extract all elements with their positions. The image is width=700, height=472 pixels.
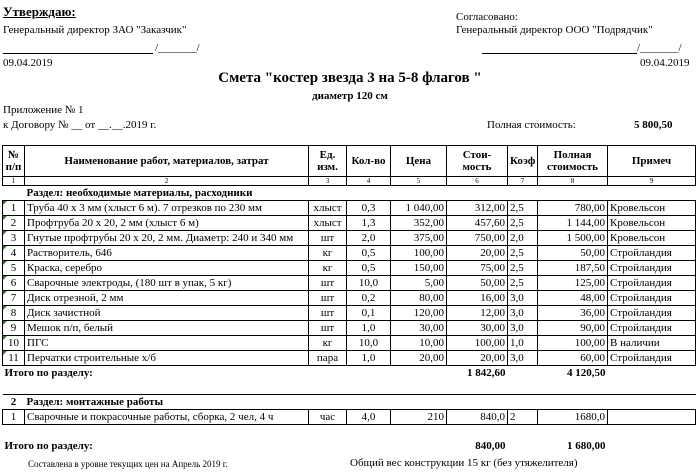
cell-qty: 4,0 xyxy=(347,410,391,425)
cell-comment-marker xyxy=(3,246,7,250)
section-2-title: Раздел: монтажные работы xyxy=(25,395,696,410)
cell-comment-marker xyxy=(3,231,7,235)
table-row xyxy=(3,201,696,216)
section-2-body xyxy=(3,410,696,425)
section-2-header xyxy=(3,395,696,410)
cell-price: 120,00 xyxy=(391,306,447,321)
header-name: Наименование работ, материалов, затрат xyxy=(25,146,309,177)
cell-comment-marker xyxy=(3,216,7,220)
header-cost: Стои-мость xyxy=(447,146,508,177)
cell-name: Растворитель, 646 xyxy=(25,246,309,261)
header-coef: Коэф xyxy=(508,146,538,177)
col-number: 4 xyxy=(347,177,391,186)
cell-n: 11 xyxy=(3,351,25,366)
cell-comment-marker xyxy=(3,276,7,280)
section-1-body xyxy=(3,201,696,366)
col-number: 5 xyxy=(391,177,447,186)
cell-full: 780,00 xyxy=(538,201,608,216)
total-cost-value: 5 800,50 xyxy=(634,119,673,131)
cell-unit: шт xyxy=(309,276,347,291)
cell-qty: 0,3 xyxy=(347,201,391,216)
cell-full: 90,00 xyxy=(538,321,608,336)
table-row xyxy=(3,351,696,366)
cell-note: Кровельсон xyxy=(608,216,696,231)
cell-cost: 457,60 xyxy=(447,216,508,231)
cell-n: 7 xyxy=(3,291,25,306)
section-1-header xyxy=(3,186,696,201)
col-number: 8 xyxy=(538,177,608,186)
cell-coef: 3,0 xyxy=(508,321,538,336)
table-row xyxy=(3,410,696,425)
cell-n: 4 xyxy=(3,246,25,261)
cell-comment-marker xyxy=(3,351,7,355)
cell-coef: 2,5 xyxy=(508,201,538,216)
cell-unit: кг xyxy=(309,261,347,276)
section-2-total-row xyxy=(3,439,696,453)
cell-cost: 50,00 xyxy=(447,276,508,291)
cell-full: 36,00 xyxy=(538,306,608,321)
cell-price: 80,00 xyxy=(391,291,447,306)
cell-n: 3 xyxy=(3,231,25,246)
header-unit: Ед. изм. xyxy=(309,146,347,177)
cell-comment-marker xyxy=(3,306,7,310)
cell-qty: 0,2 xyxy=(347,291,391,306)
cell-name: Сварочные и покрасочные работы, сборка, 2 чел, 4 ч xyxy=(25,410,309,425)
section-1-total-cost: 1 842,60 xyxy=(467,366,506,379)
col-number: 3 xyxy=(309,177,347,186)
cell-cost: 100,00 xyxy=(447,336,508,351)
cell-comment-marker xyxy=(3,261,7,265)
table-row xyxy=(3,231,696,246)
approve-sign-line xyxy=(3,53,153,54)
cell-cost: 75,00 xyxy=(447,261,508,276)
footer-weight: Общий вес конструкции 15 кг (без утяжелителя) xyxy=(350,457,578,469)
cell-full: 125,00 xyxy=(538,276,608,291)
cell-price: 375,00 xyxy=(391,231,447,246)
section-1-total-full: 4 120,50 xyxy=(567,366,606,379)
total-cost-label: Полная стоимость: xyxy=(487,119,576,131)
cell-cost: 16,00 xyxy=(447,291,508,306)
section-1-total-row xyxy=(3,366,696,381)
cell-name: Краска, серебро xyxy=(25,261,309,276)
cell-qty: 10,0 xyxy=(347,276,391,291)
cell-full: 1680,0 xyxy=(538,410,608,425)
header-num: № п/п xyxy=(3,146,25,177)
table-row xyxy=(3,321,696,336)
col-number: 2 xyxy=(25,177,309,186)
cell-comment-marker xyxy=(3,201,7,205)
appendix-label: Приложение № 1 xyxy=(3,104,84,116)
cell-note: Стройландия xyxy=(608,246,696,261)
cell-note: Стройландия xyxy=(608,261,696,276)
cell-coef: 2,0 xyxy=(508,231,538,246)
cell-name: Профтруба 20 х 20, 2 мм (хлыст 6 м) xyxy=(25,216,309,231)
cell-coef: 2,5 xyxy=(508,276,538,291)
cell-coef: 2 xyxy=(508,410,538,425)
cell-note: Стройландия xyxy=(608,291,696,306)
cell-qty: 2,0 xyxy=(347,231,391,246)
cell-comment-marker xyxy=(3,291,7,295)
cell-n: 9 xyxy=(3,321,25,336)
cell-cost: 20,00 xyxy=(447,351,508,366)
cell-price: 210 xyxy=(391,410,447,425)
cell-price: 20,00 xyxy=(391,351,447,366)
header-qty: Кол-во xyxy=(347,146,391,177)
cell-coef: 3,0 xyxy=(508,306,538,321)
cell-name: Гнутые профтрубы 20 х 20, 2 мм. Диаметр: 240 и 340 мм xyxy=(25,231,309,246)
header-price: Цена xyxy=(391,146,447,177)
cell-qty: 0,1 xyxy=(347,306,391,321)
cell-note: Кровельсон xyxy=(608,201,696,216)
cell-name: Перчатки строительные х/б xyxy=(25,351,309,366)
header-row xyxy=(3,146,696,177)
cell-unit: шт xyxy=(309,291,347,306)
cell-full: 48,00 xyxy=(538,291,608,306)
page-subtitle: диаметр 120 см xyxy=(312,90,388,102)
col-number: 6 xyxy=(447,177,508,186)
cell-coef: 2,5 xyxy=(508,216,538,231)
cell-name: Мешок п/п, белый xyxy=(25,321,309,336)
column-number-row xyxy=(3,177,696,186)
agree-sign-name: /_______/ xyxy=(637,42,682,54)
cell-price: 100,00 xyxy=(391,246,447,261)
col-number: 9 xyxy=(608,177,696,186)
cell-n: 5 xyxy=(3,261,25,276)
cell-n: 6 xyxy=(3,276,25,291)
cell-comment-marker xyxy=(3,321,7,325)
cell-note: Стройландия xyxy=(608,306,696,321)
cell-price: 5,00 xyxy=(391,276,447,291)
table-row xyxy=(3,276,696,291)
cell-qty: 0,5 xyxy=(347,261,391,276)
cell-comment-marker xyxy=(3,336,7,340)
cell-unit: шт xyxy=(309,321,347,336)
section-2-num: 2 xyxy=(3,395,25,410)
contract-label: к Договору № __ от __.__.2019 г. xyxy=(3,119,157,131)
cell-n: 1 xyxy=(3,410,25,425)
table-row xyxy=(3,216,696,231)
cell-qty: 10,0 xyxy=(347,336,391,351)
cell-note: Стройландия xyxy=(608,276,696,291)
section-2-total-full: 1 680,00 xyxy=(567,439,606,452)
cell-cost: 30,00 xyxy=(447,321,508,336)
table-row xyxy=(3,261,696,276)
agree-date: 09.04.2019 xyxy=(640,57,690,69)
cell-cost: 750,00 xyxy=(447,231,508,246)
cell-coef: 3,0 xyxy=(508,291,538,306)
footer-price-note: Составлена в уровне текущих цен на Апрель 2019 г. xyxy=(28,459,228,469)
cell-coef: 2,5 xyxy=(508,261,538,276)
table-row xyxy=(3,306,696,321)
approve-title: Утверждаю: xyxy=(3,4,76,19)
cell-qty: 1,0 xyxy=(347,321,391,336)
col-number: 1 xyxy=(3,177,25,186)
cell-price: 10,00 xyxy=(391,336,447,351)
approve-date: 09.04.2019 xyxy=(3,57,53,69)
cell-cost: 312,00 xyxy=(447,201,508,216)
col-number: 7 xyxy=(508,177,538,186)
cell-full: 1 500,00 xyxy=(538,231,608,246)
agree-title: Согласовано: xyxy=(456,11,518,23)
header-full: Полная стоимость xyxy=(538,146,608,177)
cell-unit: час xyxy=(309,410,347,425)
section-2-total-label: Итого по разделу: xyxy=(4,439,93,452)
cell-unit: хлыст xyxy=(309,216,347,231)
approve-sign-name: /_______/ xyxy=(155,42,200,54)
cell-note: Кровельсон xyxy=(608,231,696,246)
cell-name: ПГС xyxy=(25,336,309,351)
cell-unit: кг xyxy=(309,336,347,351)
cell-unit: шт xyxy=(309,231,347,246)
cell-n: 10 xyxy=(3,336,25,351)
cell-qty: 0,5 xyxy=(347,246,391,261)
estimate-table xyxy=(2,145,696,453)
cell-full: 100,00 xyxy=(538,336,608,351)
cell-price: 30,00 xyxy=(391,321,447,336)
cell-price: 150,00 xyxy=(391,261,447,276)
cell-cost: 840,0 xyxy=(447,410,508,425)
cell-cost: 20,00 xyxy=(447,246,508,261)
cell-coef: 1,0 xyxy=(508,336,538,351)
cell-name: Диск зачистной xyxy=(25,306,309,321)
section-1-title: Раздел: необходимые материалы, расходники xyxy=(25,186,696,201)
cell-n: 1 xyxy=(3,201,25,216)
cell-name: Труба 40 х 3 мм (хлыст 6 м). 7 отрезков по 230 мм xyxy=(25,201,309,216)
cell-unit: шт xyxy=(309,306,347,321)
cell-note: В наличии xyxy=(608,336,696,351)
cell-price: 352,00 xyxy=(391,216,447,231)
cell-qty: 1,0 xyxy=(347,351,391,366)
cell-note: Стройландия xyxy=(608,321,696,336)
cell-cost: 12,00 xyxy=(447,306,508,321)
table-row xyxy=(3,246,696,261)
cell-unit: хлыст xyxy=(309,201,347,216)
cell-coef: 3,0 xyxy=(508,351,538,366)
cell-unit: кг xyxy=(309,246,347,261)
section-2-total-cost: 840,00 xyxy=(475,439,506,452)
section-1-total-label: Итого по разделу: xyxy=(4,366,93,379)
cell-note xyxy=(608,410,696,425)
cell-full: 187,50 xyxy=(538,261,608,276)
cell-full: 60,00 xyxy=(538,351,608,366)
cell-n: 2 xyxy=(3,216,25,231)
table-row xyxy=(3,291,696,306)
agree-sign-line xyxy=(482,53,637,54)
agree-position: Генеральный директор ООО "Подрядчик" xyxy=(456,24,653,36)
cell-full: 50,00 xyxy=(538,246,608,261)
approve-position: Генеральный директор ЗАО "Заказчик" xyxy=(3,24,187,36)
cell-coef: 2,5 xyxy=(508,246,538,261)
header-note: Примеч xyxy=(608,146,696,177)
cell-n: 8 xyxy=(3,306,25,321)
cell-note: Стройландия xyxy=(608,351,696,366)
cell-unit: пара xyxy=(309,351,347,366)
table-row xyxy=(3,336,696,351)
cell-full: 1 144,00 xyxy=(538,216,608,231)
cell-qty: 1,3 xyxy=(347,216,391,231)
cell-price: 1 040,00 xyxy=(391,201,447,216)
cell-name: Диск отрезной, 2 мм xyxy=(25,291,309,306)
page-title: Смета "костер звезда 3 на 5-8 флагов " xyxy=(218,70,482,86)
cell-name: Сварочные электроды, (180 шт в упак, 5 кг) xyxy=(25,276,309,291)
